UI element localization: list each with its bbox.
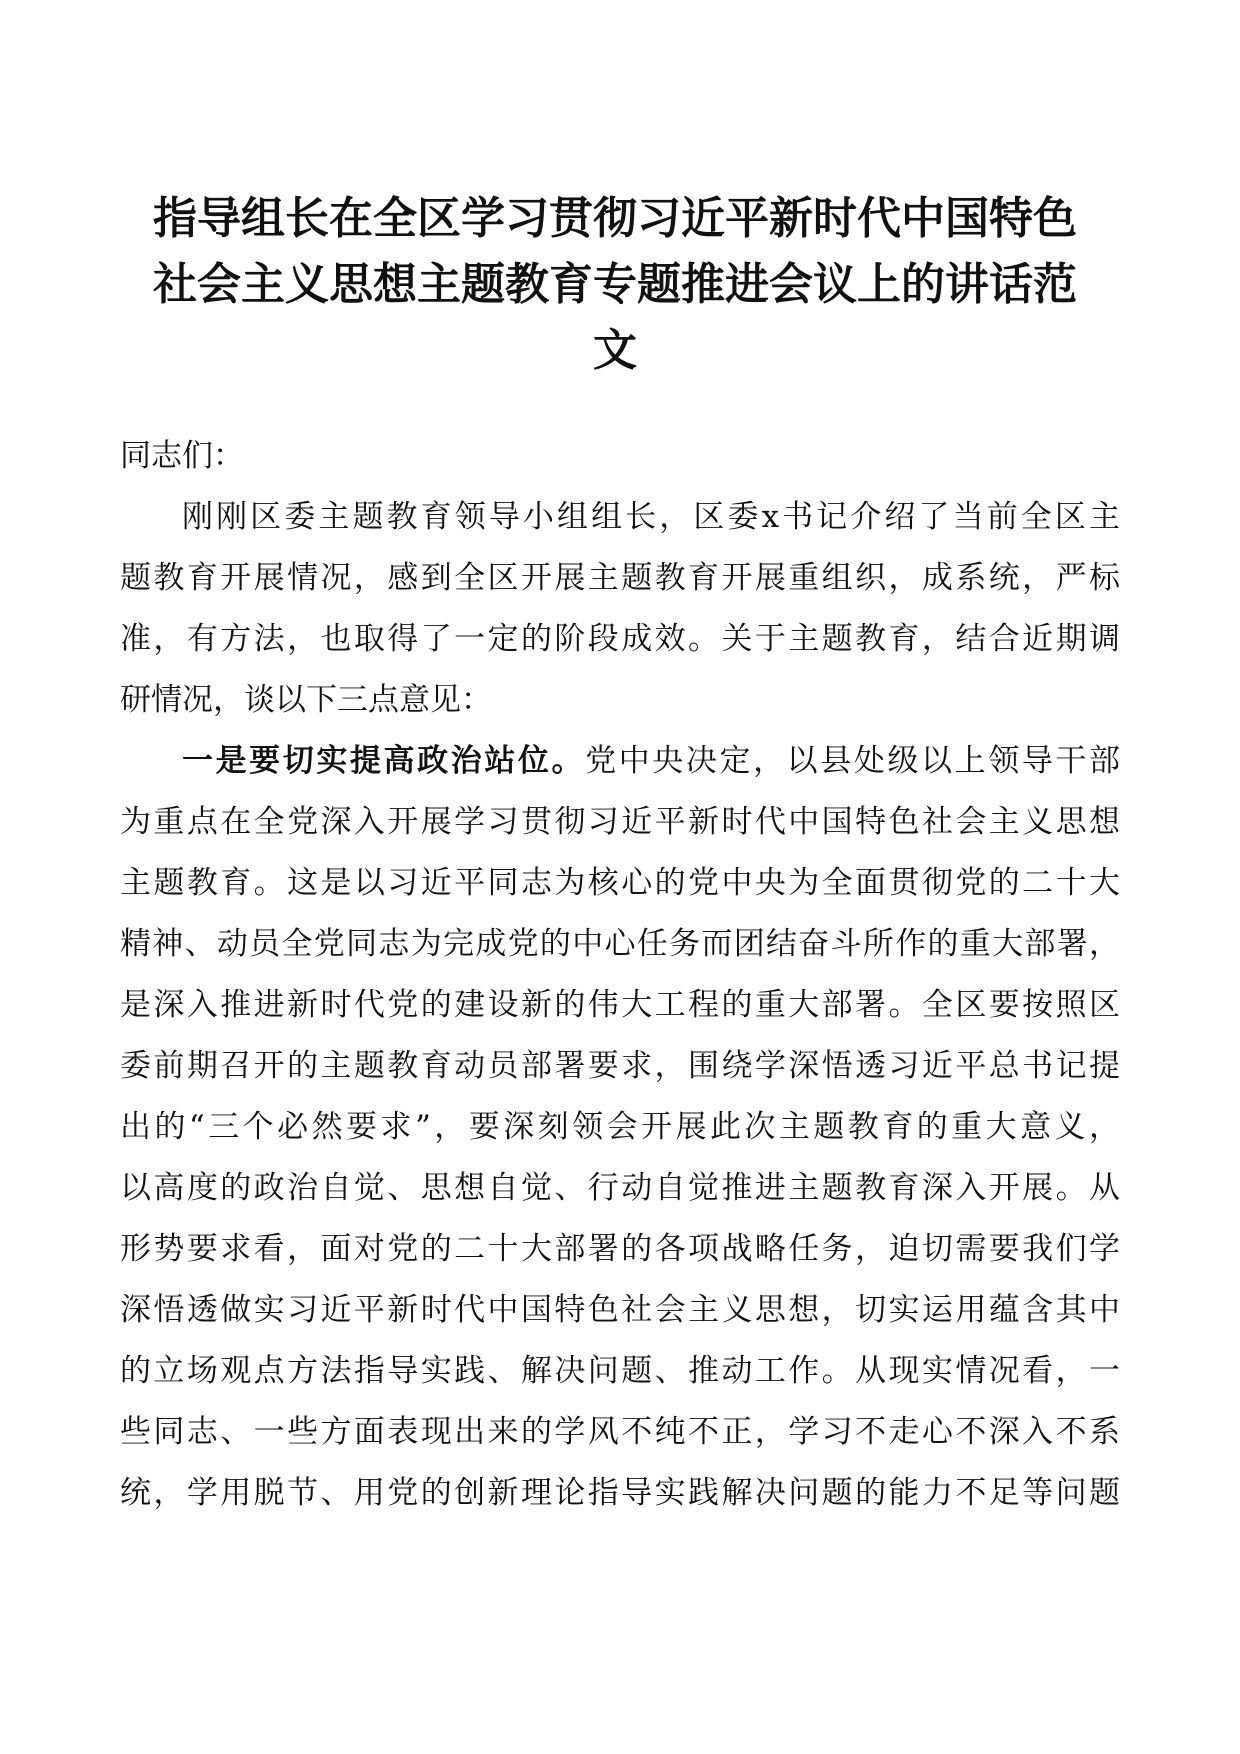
salutation: 同志们： bbox=[120, 438, 244, 474]
paragraph-1-line-2: 题教育开展情况，感到全区开展主题教育开展重组织，成系统，严标 bbox=[120, 560, 1120, 596]
paragraph-1 bbox=[120, 487, 1120, 731]
paragraph-2-line-1 bbox=[120, 731, 1120, 792]
title-line-1: 指导组长在全区学习贯彻习近平新时代中国特色 bbox=[153, 193, 1077, 244]
paragraph-1-line-4: 研情况，谈以下三点意见： bbox=[120, 682, 492, 718]
paragraph-2-line-11: 的立场观点方法指导实践、解决问题、推动工作。从现实情况看，一 bbox=[120, 1353, 1120, 1389]
document-body bbox=[120, 426, 1120, 1524]
title-line-3: 文 bbox=[593, 325, 637, 376]
paragraph-1-line-1: 刚刚区委主题教育领导小组组长，区委x书记介绍了当前全区主 bbox=[182, 499, 1120, 535]
paragraph-1-line-3: 准，有方法，也取得了一定的阶段成效。关于主题教育，结合近期调 bbox=[120, 621, 1120, 657]
paragraph-2-line-3: 主题教育。这是以习近平同志为核心的党中央为全面贯彻党的二十大 bbox=[120, 865, 1120, 901]
paragraph-2-lead: 一是要切实提高政治站位。 bbox=[182, 743, 586, 779]
paragraph-2-line-9: 形势要求看，面对党的二十大部署的各项战略任务，迫切需要我们学 bbox=[120, 1231, 1120, 1267]
title-line-2: 社会主义思想主题教育专题推进会议上的讲话范 bbox=[153, 259, 1077, 310]
paragraph-2-first-rest: 党中央决定，以县处级以上领导干部 bbox=[585, 743, 1121, 779]
paragraph-2-line-5: 是深入推进新时代党的建设新的伟大工程的重大部署。全区要按照区 bbox=[120, 987, 1120, 1023]
paragraph-2-line-8: 以高度的政治自觉、思想自觉、行动自觉推进主题教育深入开展。从 bbox=[120, 1170, 1120, 1206]
paragraph-2-line-4: 精神、动员全党同志为完成党的中心任务而团结奋斗所作的重大部署， bbox=[120, 926, 1120, 962]
paragraph-2-line-12: 些同志、一些方面表现出来的学风不纯不正，学习不走心不深入不系 bbox=[120, 1414, 1120, 1450]
paragraph-2 bbox=[120, 731, 1120, 1524]
document-title bbox=[110, 186, 1120, 384]
paragraph-2-line-6: 委前期召开的主题教育动员部署要求，围绕学深悟透习近平总书记提 bbox=[120, 1048, 1120, 1084]
paragraph-2-line-7: 出的“三个必然要求”，要深刻领会开展此次主题教育的重大意义， bbox=[120, 1109, 1120, 1145]
paragraph-2-line-13: 统，学用脱节、用党的创新理论指导实践解决问题的能力不足等问题 bbox=[120, 1475, 1120, 1511]
paragraph-2-line-2: 为重点在全党深入开展学习贯彻习近平新时代中国特色社会主义思想 bbox=[120, 804, 1120, 840]
paragraph-2-line-10: 深悟透做实习近平新时代中国特色社会主义思想，切实运用蕴含其中 bbox=[120, 1292, 1120, 1328]
